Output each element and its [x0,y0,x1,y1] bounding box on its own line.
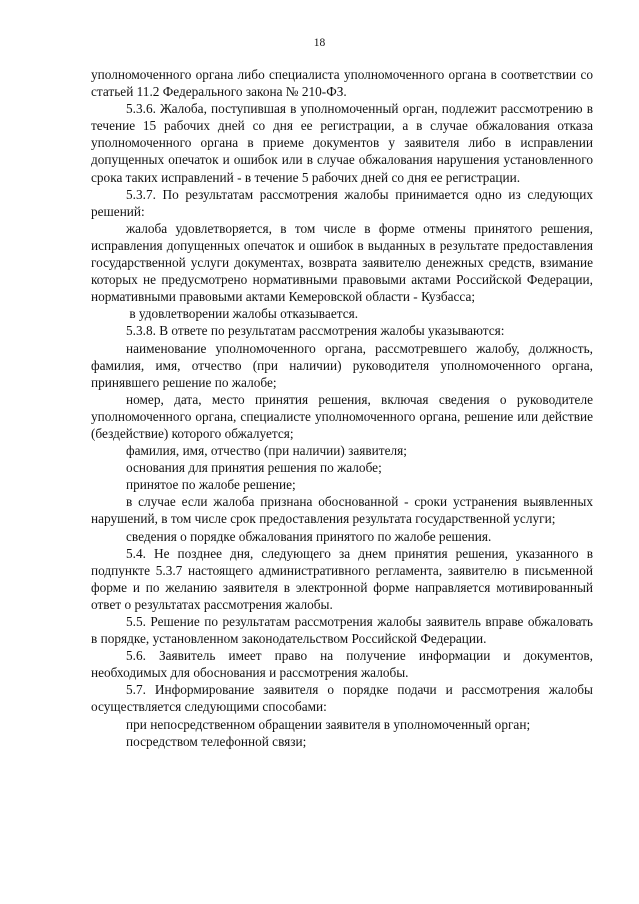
document-body [91,66,593,750]
list-item-complaint-refused: в удовлетворении жалобы отказывается. [126,306,359,322]
paragraph-5-3-7: 5.3.7. По результатам рассмотрения жалобы принимается одно из следующих решений: [91,186,593,219]
list-item-phone: посредством телефонной связи; [126,733,307,749]
list-item-remedy-terms: в случае если жалоба признана обоснованной - сроки устранения выявленных нарушений, в том числе срок предоставления результата государственной услуги; [91,494,593,527]
paragraph-5-3-6: 5.3.6. Жалоба, поступившая в уполномоченный орган, подлежит рассмотрению в течение 15 рабочих дней со дня ее регистрации, а в случае обжалования отказа уполномоченного органа в приеме документов у заявителя либо в исправлении допущенных опечаток и ошибок или в случае обжалования нарушения установленного срока таких исправлений - в течение 5 рабочих дней со дня ее регистрации. [91,101,593,185]
list-item-direct-appeal: при непосредственном обращении заявителя в уполномоченный орган; [126,716,531,732]
page-number: 18 [313,37,326,49]
paragraph-continuation: уполномоченного органа либо специалиста уполномоченного органа в соответствии со статьей 11.2 Федерального закона № 210-ФЗ. [91,67,593,100]
paragraph-5-7: 5.7. Информирование заявителя о порядке подачи и рассмотрения жалобы осуществляется следующими способами: [91,682,593,715]
list-item-complaint-satisfied: жалоба удовлетворяется, в том числе в форме отмены принятого решения, исправления допущенных опечаток и ошибок в выданных в результате предоставления государственной услуги документах, возврата заявителю денежных средств, взимание которых не предусмотрено нормативными правовыми актами Российской Федерации, нормативными правовыми актами Кемеровской области - Кузбасса; [91,220,593,305]
paragraph-5-3-8: 5.3.8. В ответе по результатам рассмотрения жалобы указываются: [126,323,505,339]
list-item-applicant-name: фамилия, имя, отчество (при наличии) заявителя; [126,443,407,459]
list-item-decision-grounds: основания для принятия решения по жалобе; [126,460,382,476]
list-item-decision-taken: принятое по жалобе решение; [126,477,296,493]
paragraph-5-6: 5.6. Заявитель имеет право на получение информации и документов, необходимых для обоснования и рассмотрения жалобы. [91,648,593,681]
paragraph-5-4: 5.4. Не позднее дня, следующего за днем принятия решения, указанного в подпункте 5.3.7 настоящего административного регламента, заявителю в письменной форме и по желанию заявителя в электронной форме направляется мотивированный ответ о результатах рассмотрения жалобы. [91,545,593,612]
list-item-decision-details: номер, дата, место принятия решения, включая сведения о руководителе уполномоченного органа, специалисте уполномоченного органа, решение или действие (бездействие) которого обжалуется; [91,391,593,441]
list-item-authority-name: наименование уполномоченного органа, рассмотревшего жалобу, должность, фамилия, имя, отчество (при наличии) руководителя уполномоченного органа, принявшего решение по жалобе; [91,340,593,390]
list-item-appeal-procedure: сведения о порядке обжалования принятого по жалобе решения. [126,528,492,544]
paragraph-5-5: 5.5. Решение по результатам рассмотрения жалобы заявитель вправе обжаловать в порядке, установленном законодательством Российской Федерации. [91,614,593,647]
